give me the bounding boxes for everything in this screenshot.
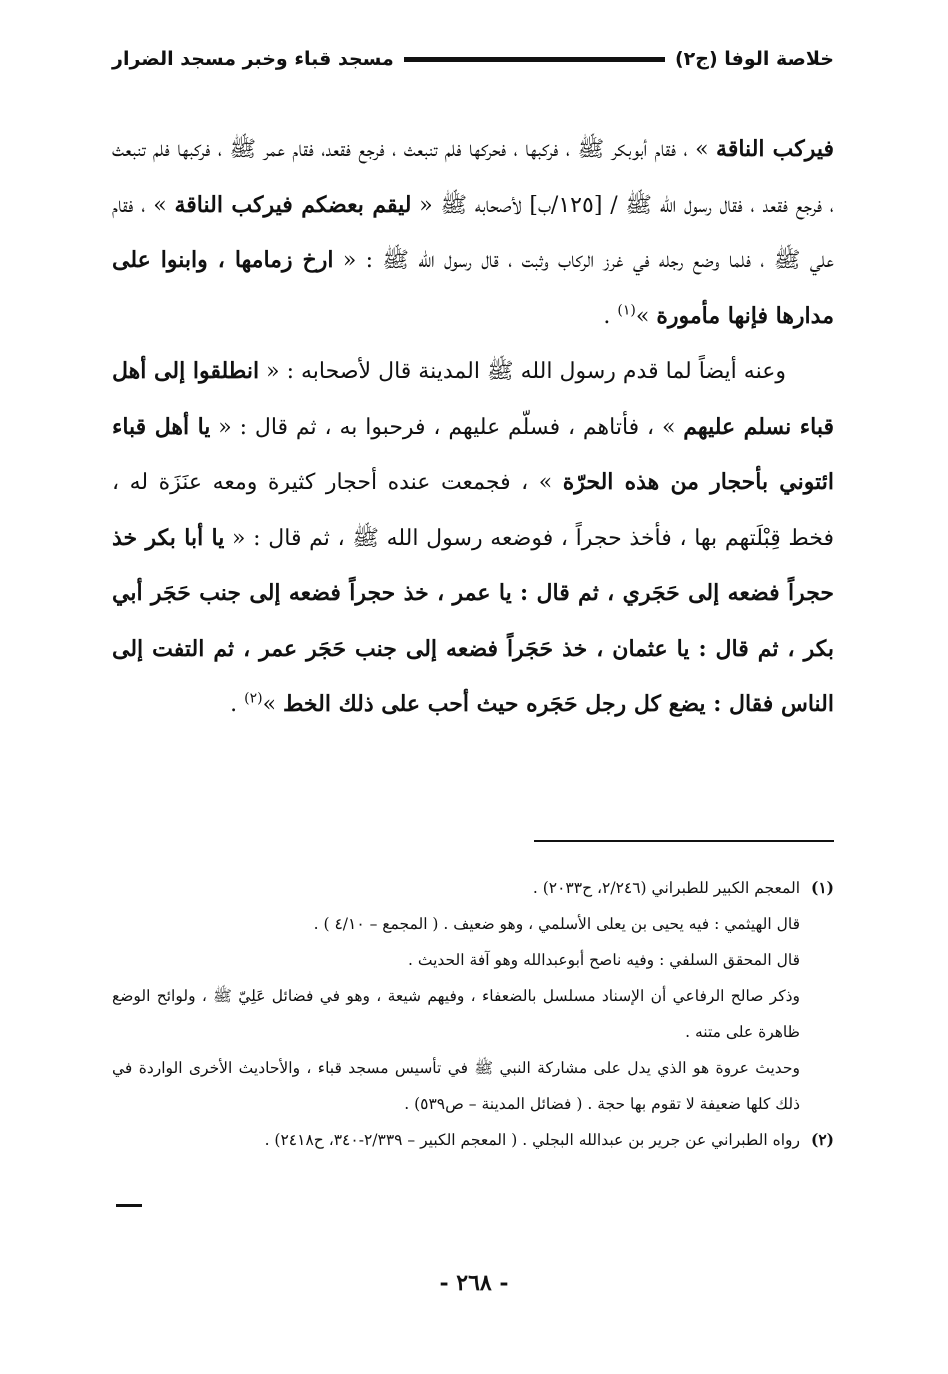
footnote-text: رواه الطبراني عن جرير بن عبدالله البجلي . ( المعجم الكبير – ٢/٣٣٩-٣٤٠، ح٢٤١٨) . xyxy=(264,1131,800,1149)
text-run: . xyxy=(230,692,245,717)
footnote-ref[interactable]: (١) xyxy=(617,302,636,319)
header-rule xyxy=(404,57,665,62)
text-run: وعنه أيضاً لما قدم رسول الله ﷺ المدينة قال لأصحابه : « xyxy=(259,359,786,384)
footnote-line: وذكر صالح الرفاعي أن الإسناد مسلسل بالضعفاء ، وفيهم شيعة ، وهو في فضائل عَلِيّ ﷺ ، ولوائح الوضع ظاهرة على متنه . xyxy=(112,987,800,1041)
dash-mark xyxy=(116,1204,142,1207)
quote: ارخ زمامها ، وابنوا على مدارها فإنها مأمورة xyxy=(112,247,834,329)
paragraph-2 xyxy=(112,344,834,733)
chapter-title: مسجد قباء وخبر مسجد الضرار xyxy=(112,48,394,70)
footnote-separator xyxy=(534,840,834,842)
quote: انطلقوا إلى أهل قباء نسلم عليهم xyxy=(112,358,835,440)
footnote-line: قال المحقق السلفي : وفيه ناصح أبوعبدالله وهو آفة الحديث . xyxy=(408,951,800,969)
footnote-number: (٢) xyxy=(810,1130,834,1149)
footnote-line: وحديث عروة هو الذي يدل على مشاركة النبي ﷺ في تأسيس مسجد قباء ، والأحاديث الأخرى الواردة في ذلك كلها ضعيفة لا تقوم بها حجة . ( فضائل المدينة – ص٥٣٩) . xyxy=(112,1059,800,1113)
footnote-number: (١) xyxy=(810,878,834,897)
text-run: » ، فأتاهم ، فسلّم عليهم ، فرحبوا به ، ثم قال : « xyxy=(210,414,684,440)
text-run: » xyxy=(262,692,284,717)
footnote-2 xyxy=(112,1122,834,1158)
footnote-1 xyxy=(112,870,834,1122)
text-run: . xyxy=(603,303,618,329)
footnote-text: المعجم الكبير للطبراني (٢/٢٤٦، ح٢٠٣٣) . xyxy=(532,879,800,897)
text-run: » ، فجمعت عنده أحجار كثيرة ومعه عنَزَة له ، فخط قِبْلَتهم بها ، فأخذ حجراً ، فوضعه رسول الله ﷺ ، ثم قال : « xyxy=(112,470,834,551)
page-number: - ٢٦٨ - xyxy=(439,1270,509,1296)
quote: يا أبا بكر خذ حجراً فضعه إلى حَجَري ، ثم قال : يا عمر ، خذ حجراً فضعه إلى جنب حَجَر أبي بكر ، ثم قال : يا عثمان ، خذ حَجَراً فضعه إلى جنب حَجَر عمر ، ثم التفت إلى الناس فقال : يضع كل رجل حَجَره حيث أحب على ذلك الخط xyxy=(112,524,834,717)
footnote-line xyxy=(112,1122,834,1158)
footnote-line xyxy=(112,870,834,906)
book-title: خلاصة الوفا (ج٢) xyxy=(674,48,834,70)
text-run: » ، فقام علي ﷺ ، فلما وضع رجله في غرز الركاب وثبت ، قال رسول الله ﷺ : « xyxy=(112,192,834,273)
footnote-line: قال الهيثمي : فيه يحيى بن يعلى الأسلمي ، وهو ضعيف . ( المجمع – ٤/١٠ ) . xyxy=(313,915,800,933)
footnotes xyxy=(112,870,834,1158)
footnote-ref[interactable]: (٢) xyxy=(244,690,263,707)
quote: ليقم بعضكم فيركب الناقة xyxy=(174,191,412,218)
main-text xyxy=(112,122,834,733)
text-run: » xyxy=(635,303,657,329)
paragraph-1 xyxy=(112,122,834,344)
quote: يا أهل قباء ائتوني بأحجار من هذه الحرّة xyxy=(112,413,834,495)
running-header xyxy=(112,42,834,76)
text-run: » ، فقام أبوبكر ﷺ ، فركبها ، فحركها فلم تنبعث ، فرجع فقعد، فقام عمر ﷺ ، فركبها فلم تنبعث ، فرجع فقعد ، فقال رسول الله ﷺ / [١٢٥/ب] لأصحابه ﷺ « xyxy=(112,137,835,218)
quote-fragment: فيركب الناقة xyxy=(716,136,834,162)
